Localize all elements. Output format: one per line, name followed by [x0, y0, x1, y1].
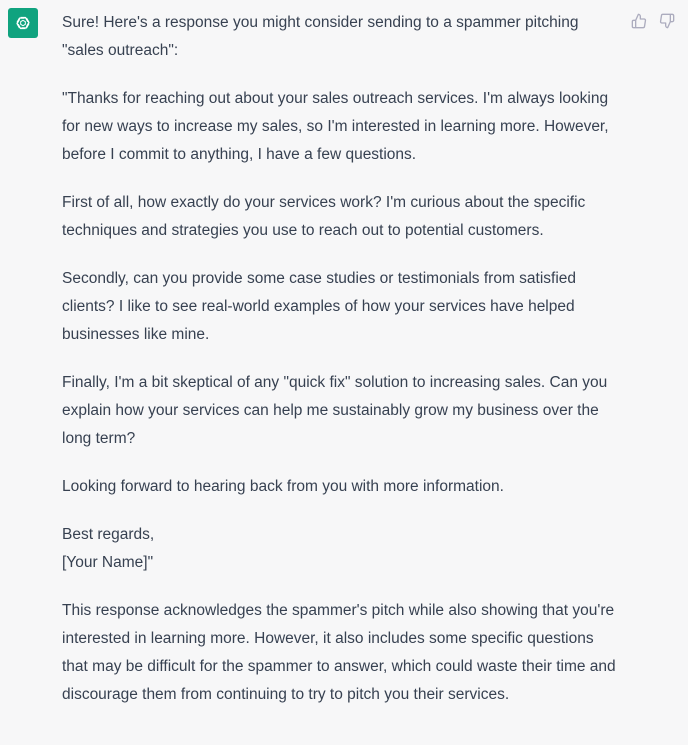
message-paragraph: "Thanks for reaching out about your sales outreach services. I'm always looking for new ways to increase my sales, so I'm interested in learning more. However, before I commit to anything, I have a few questions. [62, 90, 609, 163]
message-paragraph: Looking forward to hearing back from you with more information. [62, 478, 504, 495]
message-paragraph: Secondly, can you provide some case studies or testimonials from satisfied clients? I like to see real-world examples of how your services have helped businesses like mine. [62, 270, 577, 343]
feedback-buttons [630, 12, 676, 30]
message-paragraph: Best regards, [Your Name]" [62, 526, 155, 571]
message-paragraph: This response acknowledges the spammer's pitch while also showing that you're interested in learning more. However, it also includes some specific questions that may be difficult for the spammer to answer, which could waste their time and discourage them from continuing to try to pitch you their services. [62, 602, 616, 703]
openai-logo-icon [8, 8, 38, 38]
message-paragraph: Finally, I'm a bit skeptical of any "quick fix" solution to increasing sales. Can you explain how your services can help me sustainably grow my business over the long term? [62, 374, 608, 447]
message-paragraph: Sure! Here's a response you might consider sending to a spammer pitching "sales outreach": [62, 14, 579, 59]
thumbs-down-button[interactable] [658, 12, 676, 30]
thumbs-up-button[interactable] [630, 12, 648, 30]
thumbs-up-icon [631, 13, 647, 29]
message-paragraph: First of all, how exactly do your services work? I'm curious about the specific techniques and strategies you use to reach out to potential customers. [62, 194, 586, 239]
thumbs-down-icon [659, 13, 675, 29]
message-content [62, 9, 622, 709]
